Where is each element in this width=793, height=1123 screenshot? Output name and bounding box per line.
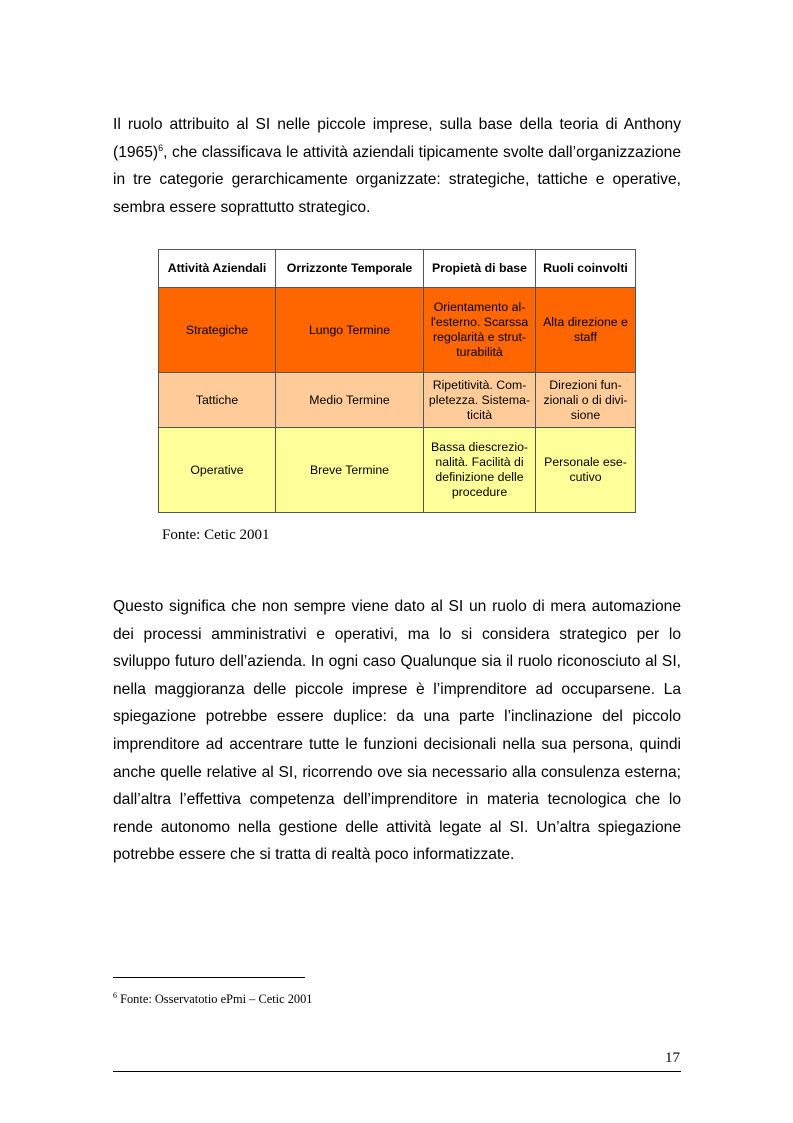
intro-text-after-ref: , che classificava le attività aziendali tipicamente svolte dall’organizzazione in tre categorie gerarchicamente organizzate: strategiche, tattiche e operative, sembra essere soprattutto strategico. (113, 143, 681, 216)
cell-properties: Orientamento al- l'esterno. Scarssa regolarità e strut- turabilità (424, 288, 536, 373)
header-activity: Attività Aziendali (159, 250, 276, 288)
cell-roles: Alta direzione e staff (536, 288, 636, 373)
header-roles: Ruoli coinvolti (536, 250, 636, 288)
cell-horizon: Medio Termine (276, 373, 424, 428)
cell-properties: Bassa diescrezio- nalità. Facilità di definizione delle procedure (424, 428, 536, 513)
table-row-strategic (159, 288, 636, 373)
cell-activity: Tattiche (159, 373, 276, 428)
table-header-row (159, 250, 636, 288)
table-row-operational (159, 428, 636, 513)
cell-properties: Ripetitività. Com- pletezza. Sistema- ticità (424, 373, 536, 428)
cell-horizon: Breve Termine (276, 428, 424, 513)
header-properties: Propietà di base (424, 250, 536, 288)
footnote (113, 992, 312, 1007)
footnote-number: 6 (113, 990, 117, 1000)
cell-activity: Strategiche (159, 288, 276, 373)
header-horizon: Orrizzonte Temporale (276, 250, 424, 288)
page-number: 17 (665, 1050, 680, 1066)
cell-roles: Direzioni fun- zionali o di divi- sione (536, 373, 636, 428)
table-source-caption: Fonte: Cetic 2001 (162, 527, 270, 543)
body-paragraph: Questo significa che non sempre viene dato al SI un ruolo di mera automazione dei processi amministrativi e operativi, ma lo si considera strategico per lo sviluppo futuro dell’azienda. In ogni caso Qualunque sia il ruolo riconosciuto al SI, nella maggioranza delle piccole imprese è l’imprenditore ad occuparsene. La spiegazione potrebbe essere duplice: da una parte l’inclinazione del piccolo imprenditore ad accentrare tutte le funzioni decisionali nella sua persona, quindi anche quelle relative al SI, ricorrendo ove sia necessario alla consulenza esterna; dall’altra l’effettiva competenza dell’imprenditore in materia tecnologica che lo rende autonomo nella gestione delle attività legate al SI. Un’altra spiegazione potrebbe essere che si tratta di realtà poco informatizzate. (113, 598, 681, 864)
business-activities-table (158, 249, 636, 513)
page-bottom-rule (113, 1071, 681, 1072)
intro-paragraph (113, 111, 681, 221)
cell-roles: Personale ese- cutivo (536, 428, 636, 513)
cell-horizon: Lungo Termine (276, 288, 424, 373)
intro-text-before-ref: Il ruolo attribuito al SI nelle piccole imprese, sulla base della teoria di Anthony (1965) (113, 116, 681, 161)
cell-activity: Operative (159, 428, 276, 513)
footnote-text: Fonte: Osservatotio ePmi – Cetic 2001 (117, 992, 313, 1006)
footnote-separator (113, 977, 305, 978)
table-row-tactical (159, 373, 636, 428)
footnote-reference[interactable]: 6 (158, 142, 164, 153)
